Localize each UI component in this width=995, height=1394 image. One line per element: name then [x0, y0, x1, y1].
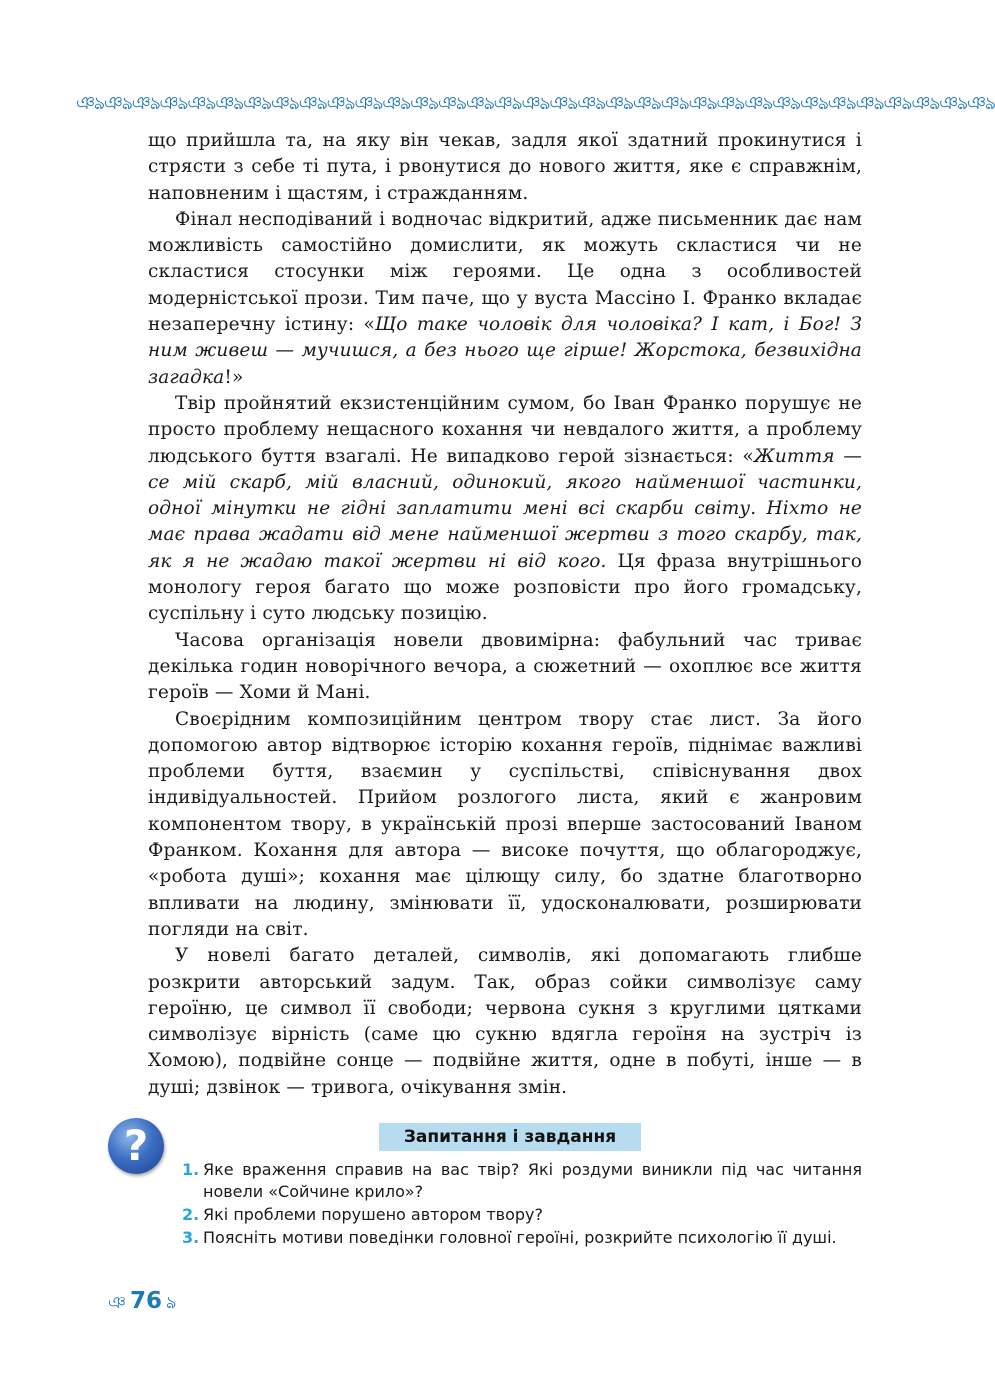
quote-mark: !»: [224, 366, 244, 388]
paragraph: Часова організація новели двовимірна: фабульний час триває декілька годин новорічного вечора, а сюжетний — охоплює все життя героїв — Хоми й Мані.: [148, 629, 862, 704]
paragraph: [148, 207, 862, 391]
question-number: 3.: [182, 1228, 200, 1247]
header-ornament: ঞঌঞঌঞঌঞঌঞঌঞঌঞঌঞঌঞঌঞঌঞঌঞঌঞঌঞঌঞঌঞঌঞঌঞঌঞঌঞঌঞঌঞঌঞঌঞঌঞঌঞঌঞঌঞঌঞঌঞঌঞঌঞঌঞঌ: [76, 93, 995, 114]
quote-mark: «: [354, 314, 375, 336]
question-item: [182, 1204, 862, 1226]
paragraph: [148, 391, 862, 628]
question-number: 2.: [182, 1205, 200, 1224]
question-text: Які проблеми порушено автором твору?: [203, 1205, 544, 1224]
page-number-value: 76: [129, 1288, 162, 1314]
quote-mark: «: [733, 445, 754, 467]
ornament-left-icon: ঞ: [108, 1293, 126, 1313]
question-mark-icon: ?: [108, 1118, 164, 1174]
page-number: [108, 1288, 176, 1314]
paragraph: У новелі багато деталей, символів, які допомагають глибше розкрити авторський задум. Так, образ сойки символізує саму героїню, це символ її свободи; червона сукня з круглими цятками символізує вірність (саме цю сукню вдягла героїня на зустріч із Хомою), подвійне сонце — подвійне життя, одне в побуті, інше — в душі; дзвінок — тривога, очікування змін.: [148, 945, 862, 1098]
questions-title: Запитання і завдання: [379, 1123, 641, 1151]
paragraph: що прийшла та, на яку він чекав, задля якої здатний прокинутися і стрясти з себе ті пута, і рвонутися до нового життя, яке є справжнім, наповненим і щастям, і стражданням.: [148, 130, 862, 204]
quote-text: Що таке чоловік для чоловіка? І кат, і Бог! З ним живеш — мучишся, а без нього ще гірше! Жорстока, безвихідна загадка: [148, 314, 863, 388]
paragraph-text: Фінал несподіваний і водночас відкритий, адже письменник дає нам можливість самостійно домислити, як можуть скластися чи не скластися стосунки між героями. Це одна з особливостей модерністської прози. Тим паче, що у вуста Массіно І. Франко вкладає незаперечну істину:: [148, 208, 862, 336]
question-item: [182, 1227, 862, 1249]
question-text: Поясніть мотиви поведінки головної героїні, розкрийте психологію її душі.: [203, 1228, 837, 1247]
quote-text: Життя — се мій скарб, мій власний, одинокий, якого найменшої частинки, одної мінутки не гідні заплатити мені всі скарби світу. Ніхто не має права жадати від мене найменшої жертви з того скарбу, так, як я не жадаю такої жертви ні від кого.: [148, 445, 863, 572]
question-text: Яке враження справив на вас твір? Які роздуми виникли під час читання новели «Сойчине крило»?: [203, 1160, 862, 1201]
ornament-right-icon: ঌ: [165, 1293, 177, 1313]
question-item: [182, 1159, 862, 1203]
questions-list: [182, 1159, 862, 1250]
paragraph: Своєрідним композиційним центром твору стає лист. За його допомогою автор відтворює історію кохання героїв, піднімає важливі проблеми буття, взаємин у суспільстві, співіснування двох індивідуальностей. Прийом розлогого листа, який є жанровим компонентом твору, в українській прозі вперше застосований Іваном Франком. Кохання для автора — високе почуття, що облагороджує, «робота душі»; кохання має цілющу силу, бо здатне благотворно впливати на людину, змінювати її, удосконалювати, розширювати погляди на світ.: [148, 708, 862, 940]
paragraph-text: Твір пройнятий екзистенційним сумом, бо Іван Франко порушує не просто проблему нещасного кохання чи невдалого життя, а проблему людського буття взагалі. Не випадково герой зізнається:: [148, 392, 862, 467]
paragraph-text: Ця фраза внутрішнього монологу героя багато що може розповісти про його громадську, суспільну і суто людську позицію.: [148, 550, 862, 625]
question-number: 1.: [182, 1160, 200, 1179]
body-text: [148, 128, 862, 1101]
